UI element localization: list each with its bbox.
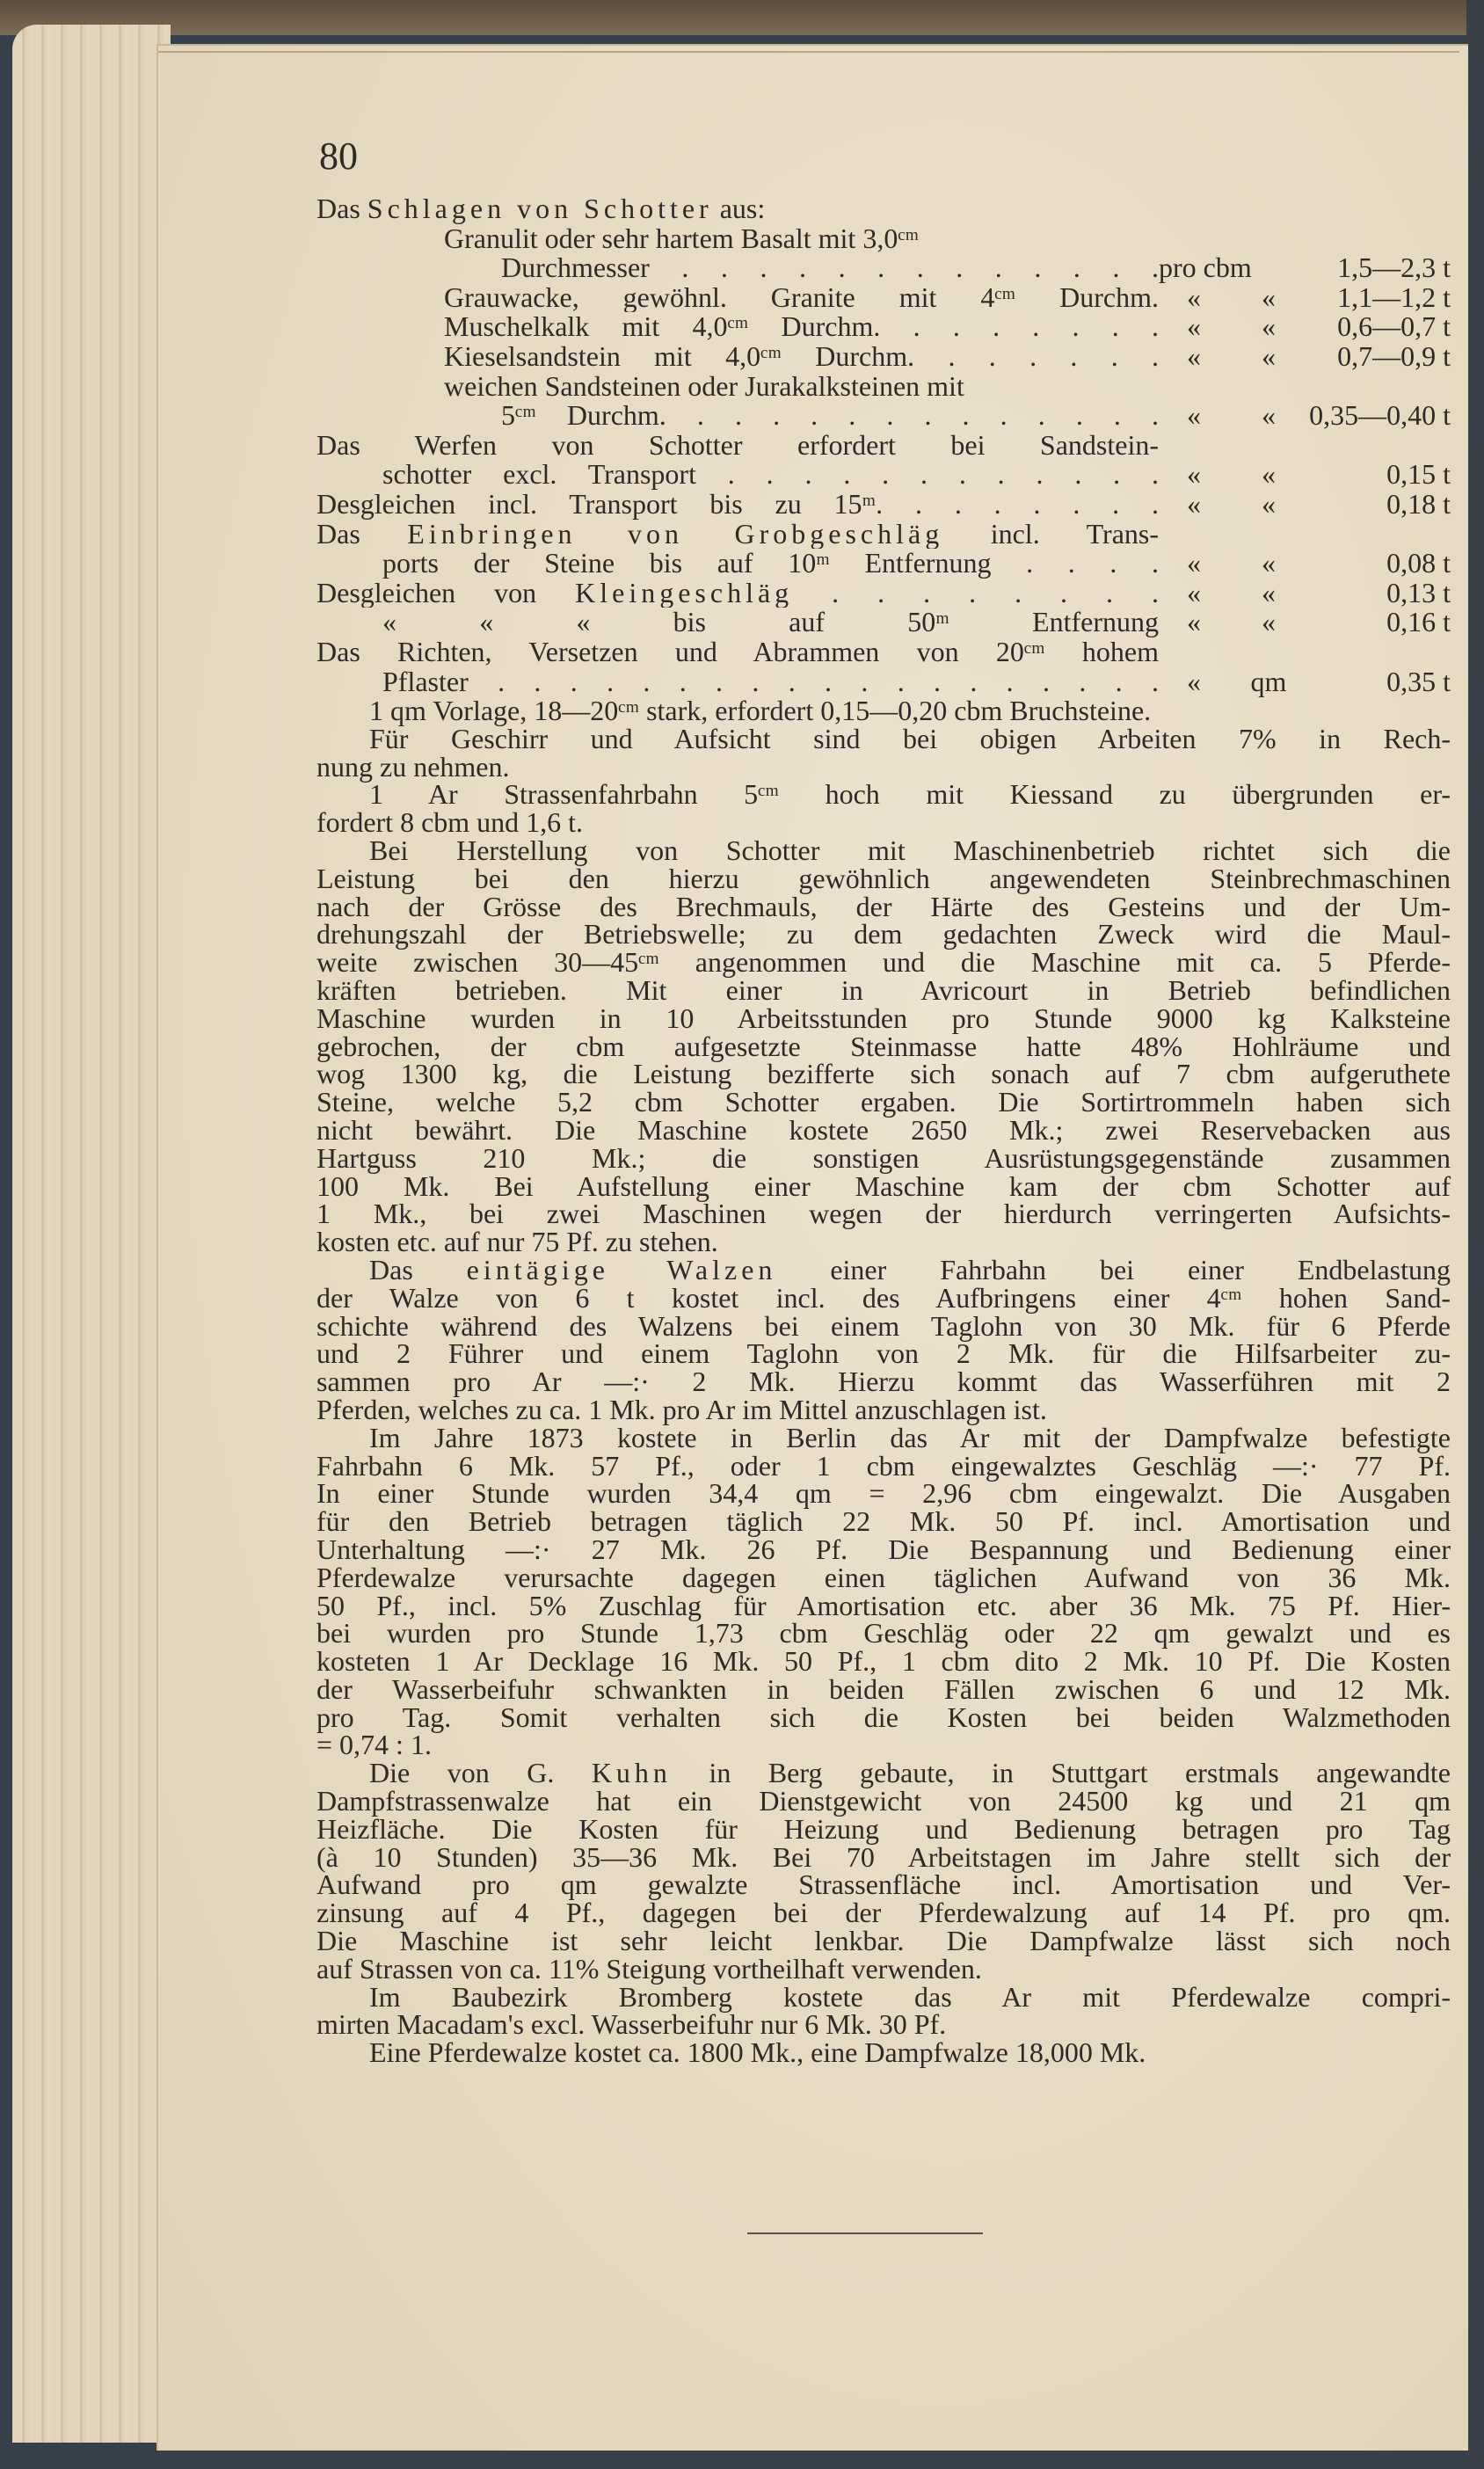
row-unit: « xyxy=(1187,576,1201,608)
row-description: Pflaster . . . . . . . . . . . . . . . . . . . xyxy=(382,666,1159,697)
row-description: « « « bis auf 50ᵐ Entfernung xyxy=(382,608,1159,637)
row-unit: « xyxy=(1187,487,1201,520)
paragraph-line: auf Strassen von ca. 11% Steigung vortheilhaft verwenden. xyxy=(316,1952,982,1985)
paragraph-line: sammen pro Ar —:· 2 Mk. Hierzu kommt das Wasserführen mit 2 xyxy=(316,1366,1451,1398)
paragraph-line: und 2 Führer und einem Taglohn von 2 Mk. für die Hilfsarbeiter zu- xyxy=(316,1337,1451,1370)
row-value: 0,35—0,40 t xyxy=(1309,399,1451,432)
row-unit: « xyxy=(1187,339,1201,372)
book-cover-top-edge xyxy=(0,0,1484,35)
paragraph-line: kosten etc. auf nur 75 Pf. zu stehen. xyxy=(316,1226,718,1258)
paragraph-line: = 0,74 : 1. xyxy=(316,1729,432,1761)
row-description: Desgleichen incl. Transport bis zu 15ᵐ. . . . . . . . xyxy=(316,489,1159,520)
paragraph-line: Eine Pferdewalze kostet ca. 1800 Mk., eine Dampfwalze 18,000 Mk. xyxy=(369,2036,1146,2069)
paragraph-line: Hartguss 210 Mk.; die sonstigen Ausrüstungsgegenstände zusammen xyxy=(316,1141,1451,1174)
table-row xyxy=(316,339,1451,372)
table-row xyxy=(316,312,1451,342)
paragraph-line: nicht bewährt. Die Maschine kostete 2650 Mk.; zwei Reservebacken aus xyxy=(316,1113,1451,1146)
row-unit-2: « xyxy=(1262,458,1276,491)
paragraph-line: der Wasserbeifuhr schwankten in beiden Fällen zwischen 6 und 12 Mk. xyxy=(316,1672,1451,1705)
table-row xyxy=(316,280,1451,313)
paragraph-line: weite zwischen 30—45ᶜᵐ angenommen und die Maschine mit ca. 5 Pferde- xyxy=(316,946,1451,979)
line-text-pre: Das xyxy=(369,1253,467,1285)
paragraph-line: Für Geschirr und Aufsicht sind bei obigen Arbeiten 7% in Rech- xyxy=(369,722,1451,754)
paragraph-line: fordert 8 cbm und 1,6 t. xyxy=(316,806,584,839)
paragraph-line: drehungszahl der Betriebswelle; zu dem gedachten Zweck wird die Maul- xyxy=(316,918,1451,950)
paragraph-line: 100 Mk. Bei Aufstellung einer Maschine kam der cbm Schotter auf xyxy=(316,1169,1451,1202)
row-description: Das Werfen von Schotter erfordert bei Sandstein- xyxy=(316,430,1159,461)
paragraph-line xyxy=(316,1253,1451,1285)
paragraph-line: Bei Herstellung von Schotter mit Maschinenbetrieb richtet sich die xyxy=(369,834,1451,866)
row-unit-2: « xyxy=(1262,487,1276,520)
row-text-pre: Desgleichen von xyxy=(316,578,576,608)
paragraph-line: Fahrbahn 6 Mk. 57 Pf., oder 1 cbm eingewalztes Geschläg —:· 77 Pf. xyxy=(316,1449,1451,1482)
line-text-pre: Die von G. xyxy=(369,1757,592,1789)
row-value: 0,18 t xyxy=(1386,487,1451,520)
row-text-emphasis: Schlagen von Schotter xyxy=(367,194,713,224)
row-value: 0,16 t xyxy=(1386,606,1451,638)
row-unit: pro cbm xyxy=(1159,251,1252,284)
row-description xyxy=(316,579,1159,608)
background-right xyxy=(1466,0,1484,2469)
row-text-post: aus: xyxy=(712,194,766,224)
paragraph-line: 1 qm Vorlage, 18—20ᶜᵐ stark, erfordert 0,15—0,20 cbm Bruchsteine. xyxy=(369,695,1152,726)
row-unit: « xyxy=(1187,665,1201,697)
row-unit-2: « xyxy=(1262,280,1276,313)
row-unit-2: « xyxy=(1262,310,1276,343)
paragraph-line: zinsung auf 4 Pf., dagegen bei der Pferdewalzung auf 14 Pf. pro qm. xyxy=(316,1897,1451,1929)
paragraph-line: In einer Stunde wurden 34,4 qm = 2,96 cbm eingewalzt. Die Ausgaben xyxy=(316,1477,1451,1510)
row-description: Kieselsandstein mit 4,0ᶜᵐ Durchm. . . . . . . xyxy=(444,341,1159,372)
row-description: Das Richten, Versetzen und Abrammen von 20ᶜᵐ hohem xyxy=(316,637,1159,667)
table-row xyxy=(316,401,1451,431)
table-row xyxy=(316,608,1451,637)
row-value: 0,6—0,7 t xyxy=(1337,310,1451,343)
row-value: 1,1—1,2 t xyxy=(1337,280,1451,313)
paragraph-line: 50 Pf., incl. 5% Zuschlag für Amortisation etc. aber 36 Mk. 75 Pf. Hier- xyxy=(316,1589,1451,1621)
page-stack-edges xyxy=(12,25,171,2443)
paragraph-line: Leistung bei den hierzu gewöhnlich angewendeten Steinbrechmaschinen xyxy=(316,862,1451,894)
paragraph-line: schichte während des Walzens bei einem Taglohn von 30 Mk. für 6 Pferde xyxy=(316,1309,1451,1342)
table-row xyxy=(316,667,1451,697)
row-unit-2: « xyxy=(1262,547,1276,579)
row-unit: « xyxy=(1187,458,1201,491)
row-description: schotter excl. Transport . . . . . . . . . . . . xyxy=(382,460,1159,490)
row-value: 0,08 t xyxy=(1386,547,1451,579)
paragraph-line: pro Tag. Somit verhalten sich die Kosten bei beiden Walzmethoden xyxy=(316,1701,1451,1733)
table-row xyxy=(316,194,1451,224)
line-text-emphasis: eintägige Walzen xyxy=(466,1253,777,1285)
table-row xyxy=(316,460,1451,490)
table-row xyxy=(316,431,1451,461)
table-row xyxy=(316,372,1451,402)
table-row xyxy=(316,637,1451,667)
paragraph-line: Heizfläche. Die Kosten für Heizung und Bedienung betragen pro Tag xyxy=(316,1812,1451,1845)
table-row xyxy=(316,549,1451,579)
paragraph-line: Pferdewalze verursachte dagegen einen täglichen Aufwand von 36 Mk. xyxy=(316,1561,1451,1593)
row-description: ports der Steine bis auf 10ᵐ Entfernung . . . . xyxy=(382,549,1159,579)
line-text-post: in Berg gebaute, in Stuttgart erstmals angewandte xyxy=(671,1757,1451,1789)
table-row xyxy=(316,224,1451,254)
row-description xyxy=(316,520,1159,550)
row-unit-2: qm xyxy=(1250,665,1287,697)
paragraph-line: kosteten 1 Ar Decklage 16 Mk. 50 Pf., 1 cbm dito 2 Mk. 10 Pf. Die Kosten xyxy=(316,1645,1451,1678)
paragraph-line: nung zu nehmen. xyxy=(316,750,510,783)
row-text-post: incl. Trans- xyxy=(943,519,1159,550)
paragraph-line: Im Baubezirk Bromberg kostete das Ar mit Pferdewalze compri- xyxy=(369,1980,1451,2013)
paragraph-line: nach der Grösse des Brechmauls, der Härte des Gesteins und der Um- xyxy=(316,890,1451,922)
row-value: 0,15 t xyxy=(1386,458,1451,491)
table-row xyxy=(316,487,1451,520)
row-unit-2: « xyxy=(1262,339,1276,372)
paragraph-line: der Walze von 6 t kostet incl. des Aufbringens einer 4ᶜᵐ hohen Sand- xyxy=(316,1281,1451,1314)
paragraph-line: Im Jahre 1873 kostete in Berlin das Ar mit der Dampfwalze befestigte xyxy=(369,1421,1451,1453)
table-row xyxy=(316,520,1451,550)
row-unit-2: « xyxy=(1262,576,1276,608)
paragraph-line: Aufwand pro qm gewalzte Strassenfläche incl. Amortisation und Ver- xyxy=(316,1868,1451,1901)
cost-table xyxy=(316,194,1451,696)
row-unit: « xyxy=(1187,310,1201,343)
row-unit: « xyxy=(1187,280,1201,313)
row-value: 1,5—2,3 t xyxy=(1337,251,1451,284)
row-unit: « xyxy=(1187,399,1201,432)
page-number: 80 xyxy=(319,135,358,178)
paragraph-line: 1 Mk., bei zwei Maschinen wegen der hierdurch verringerten Aufsichts- xyxy=(316,1198,1451,1230)
row-text-emphasis: Einbringen von Grobgeschläg xyxy=(407,519,944,550)
row-value: 0,35 t xyxy=(1386,665,1451,697)
row-text-pre: Das xyxy=(316,519,408,550)
row-description: Muschelkalk mit 4,0ᶜᵐ Durchm. . . . . . . . xyxy=(444,312,1159,342)
paragraph-line: mirten Macadam's excl. Wasserbeifuhr nur 6 Mk. 30 Pf. xyxy=(316,2008,947,2041)
body-text xyxy=(316,697,1451,2067)
table-row xyxy=(316,253,1451,283)
paragraph-line: bei wurden pro Stunde 1,73 cbm Geschläg oder 22 qm gewalzt und es xyxy=(316,1617,1451,1650)
end-rule xyxy=(747,2232,983,2234)
row-unit: « xyxy=(1187,606,1201,638)
paragraph-line: Maschine wurden in 10 Arbeitsstunden pro Stunde 9000 kg Kalksteine xyxy=(316,1001,1451,1034)
paragraph-line: kräften betrieben. Mit einer in Avricourt in Betrieb befindlichen xyxy=(316,973,1451,1006)
paragraph-line: gebrochen, der cbm aufgesetzte Steinmasse hatte 48% Hohlräume und xyxy=(316,1030,1451,1062)
row-unit-2: « xyxy=(1262,606,1276,638)
row-description: Grauwacke, gewöhnl. Granite mit 4ᶜᵐ Durchm. xyxy=(444,282,1159,313)
table-row xyxy=(316,576,1451,608)
paragraph-line: wog 1300 kg, die Leistung bezifferte sich sonach auf 7 cbm aufgeruthete xyxy=(316,1058,1451,1090)
row-description: Durchmesser . . . . . . . . . . . . . xyxy=(501,253,1159,283)
row-text-emphasis: Kleingeschläg xyxy=(575,578,794,608)
row-unit-2: « xyxy=(1262,399,1276,432)
row-description xyxy=(316,194,1159,224)
row-description: weichen Sandsteinen oder Jurakalksteinen mit xyxy=(444,371,964,402)
row-text-pre: Das xyxy=(316,194,367,224)
paragraph-line xyxy=(316,1759,1451,1788)
row-value: 0,13 t xyxy=(1386,576,1451,608)
paragraph-line: Pferden, welches zu ca. 1 Mk. pro Ar im Mittel anzuschlagen ist. xyxy=(316,1393,1047,1425)
row-unit: « xyxy=(1187,547,1201,579)
paragraph-line: Unterhaltung —:· 27 Mk. 26 Pf. Die Bespannung und Bedienung einer xyxy=(316,1533,1451,1565)
paragraph-line: Dampfstrassenwalze hat ein Dienstgewicht von 24500 kg und 21 qm xyxy=(316,1785,1451,1817)
paragraph-line: 1 Ar Strassenfahrbahn 5ᶜᵐ hoch mit Kiessand zu übergrunden er- xyxy=(369,778,1451,811)
line-text-emphasis: Kuhn xyxy=(591,1757,672,1789)
row-value: 0,7—0,9 t xyxy=(1337,339,1451,372)
row-text-post: . . . . . . . . xyxy=(793,578,1159,608)
row-description: Granulit oder sehr hartem Basalt mit 3,0ᶜᵐ xyxy=(444,223,920,254)
row-unit-2 xyxy=(1229,253,1308,283)
paragraph-line: für den Betrieb betragen täglich 22 Mk. 50 Pf. incl. Amortisation und xyxy=(316,1505,1451,1538)
paragraph-line: Die Maschine ist sehr leicht lenkbar. Die Dampfwalze lässt sich noch xyxy=(316,1925,1451,1957)
paragraph-line: (à 10 Stunden) 35—36 Mk. Bei 70 Arbeitstagen im Jahre stellt sich der xyxy=(316,1840,1451,1873)
paragraph-line: Steine, welche 5,2 cbm Schotter ergaben. Die Sortirtrommeln haben sich xyxy=(316,1086,1451,1118)
row-description: 5ᶜᵐ Durchm. . . . . . . . . . . . . . xyxy=(501,401,1159,431)
line-text-post: einer Fahrbahn bei einer Endbelastung xyxy=(776,1253,1451,1285)
